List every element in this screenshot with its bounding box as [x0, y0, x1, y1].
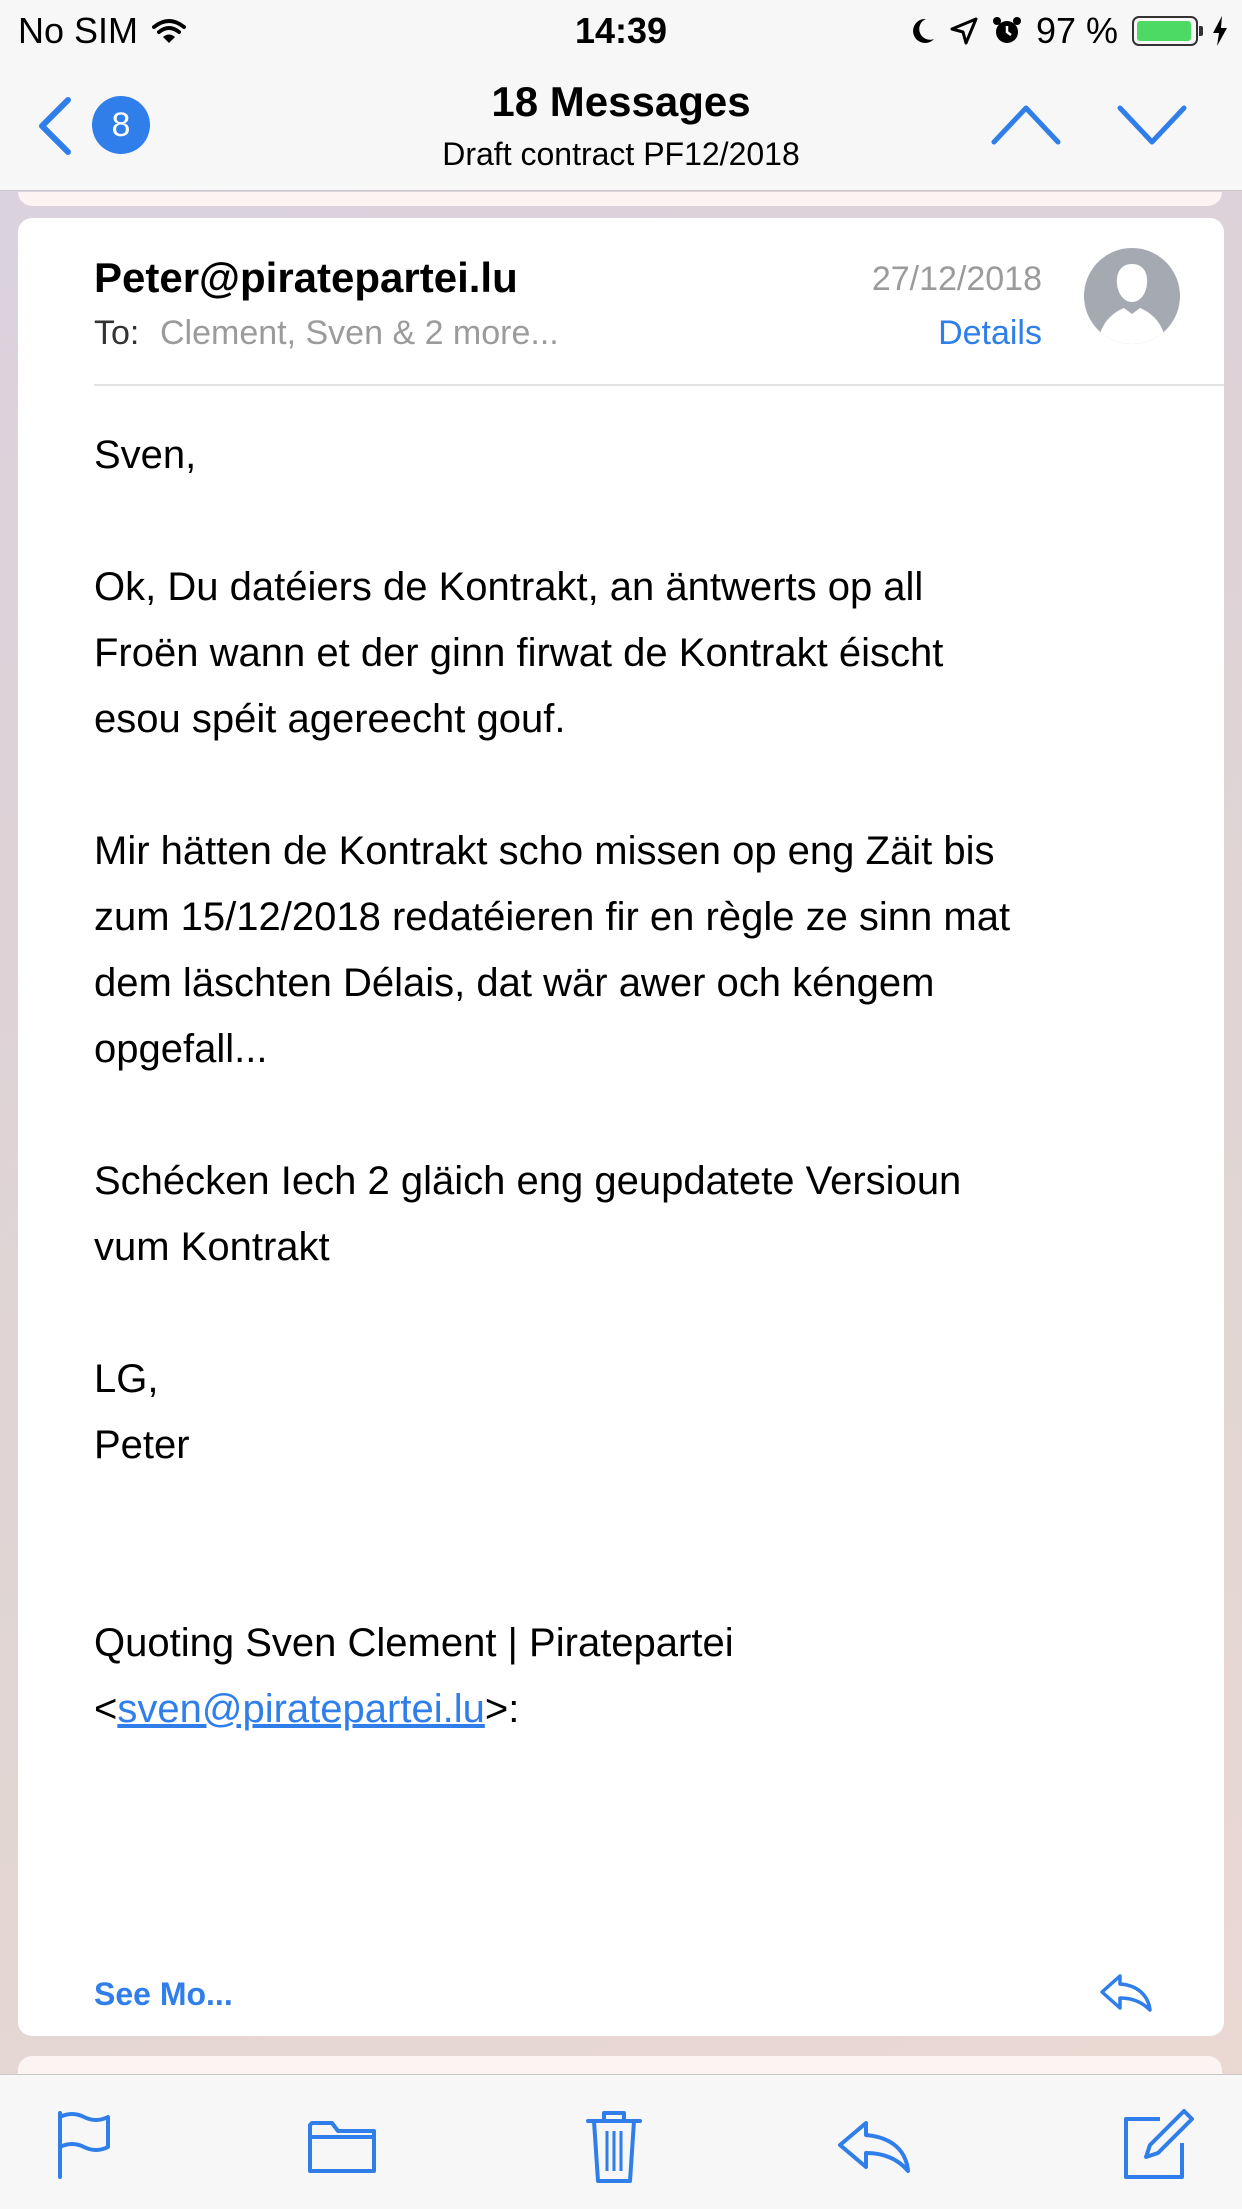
- status-time: 14:39: [574, 10, 668, 51]
- thread-subject: Draft contract PF12/2018: [442, 136, 800, 172]
- folder-icon[interactable]: [302, 2105, 382, 2185]
- previous-message-button[interactable]: [990, 98, 1062, 150]
- quote-address-line: [94, 1676, 1174, 1742]
- body-line: opgefall...: [94, 1027, 268, 1071]
- battery-fill: [1137, 21, 1191, 41]
- message-card: [18, 218, 1224, 2036]
- avatar: [1084, 248, 1180, 344]
- recipients-list[interactable]: Clement, Sven & 2 more...: [160, 314, 559, 352]
- signoff: LG,: [94, 1357, 159, 1401]
- person-icon: [1084, 248, 1180, 344]
- quote-bracket-open: <: [94, 1687, 118, 1731]
- see-more-link[interactable]: See Mo...: [94, 1976, 233, 2012]
- location-icon: [950, 17, 978, 45]
- details-link[interactable]: Details: [938, 314, 1042, 352]
- previous-message-card[interactable]: [18, 192, 1222, 206]
- next-message-button[interactable]: [1116, 98, 1188, 150]
- status-right: [910, 10, 1228, 52]
- body-line: Froën wann et der ginn firwat de Kontrakt éischt: [94, 631, 944, 675]
- carrier-label: No SIM: [18, 10, 139, 51]
- status-bar: [0, 0, 1242, 60]
- navigation-bar: [0, 60, 1242, 191]
- body-line: Ok, Du datéiers de Kontrakt, an äntwerts op all: [94, 565, 924, 609]
- unread-count-badge: 8: [92, 96, 150, 154]
- greeting: Sven,: [94, 433, 197, 477]
- reply-icon[interactable]: [834, 2105, 914, 2185]
- quote-header: Quoting Sven Clement | Piratepartei: [94, 1621, 734, 1665]
- reply-icon[interactable]: [1098, 1970, 1154, 2014]
- compose-icon[interactable]: [1116, 2105, 1196, 2185]
- signature: Peter: [94, 1423, 190, 1467]
- sender-address[interactable]: Peter@piratepartei.lu: [94, 254, 518, 301]
- body-line: Schécken Iech 2 gläich eng geupdatete Versioun: [94, 1159, 962, 1203]
- trash-icon[interactable]: [574, 2105, 654, 2185]
- to-label: To:: [94, 314, 140, 352]
- quoted-email-link[interactable]: sven@piratepartei.lu: [117, 1687, 485, 1731]
- thread-count-title: 18 Messages: [491, 78, 751, 125]
- quote-bracket-close: >:: [484, 1687, 520, 1731]
- alarm-icon: [992, 16, 1022, 46]
- next-message-card[interactable]: [18, 2056, 1222, 2076]
- message-body: [94, 422, 1174, 1742]
- body-line: vum Kontrakt: [94, 1225, 330, 1269]
- message-date: 27/12/2018: [871, 260, 1042, 298]
- body-line: Mir hätten de Kontrakt scho missen op eng Zäit bis: [94, 829, 995, 873]
- bottom-toolbar: [0, 2074, 1242, 2209]
- battery-percent: 97 %: [1035, 10, 1118, 51]
- flag-icon[interactable]: [44, 2105, 124, 2185]
- body-line: esou spéit agereecht gouf.: [94, 697, 566, 741]
- moon-icon: [910, 17, 936, 45]
- body-line: zum 15/12/2018 redatéieren fir en règle ze sinn mat: [94, 895, 1011, 939]
- header-divider: [94, 384, 1224, 386]
- body-line: dem läschten Délais, dat wär awer och kéngem: [94, 961, 935, 1005]
- battery-icon: [1132, 16, 1198, 46]
- charging-icon: [1212, 16, 1228, 46]
